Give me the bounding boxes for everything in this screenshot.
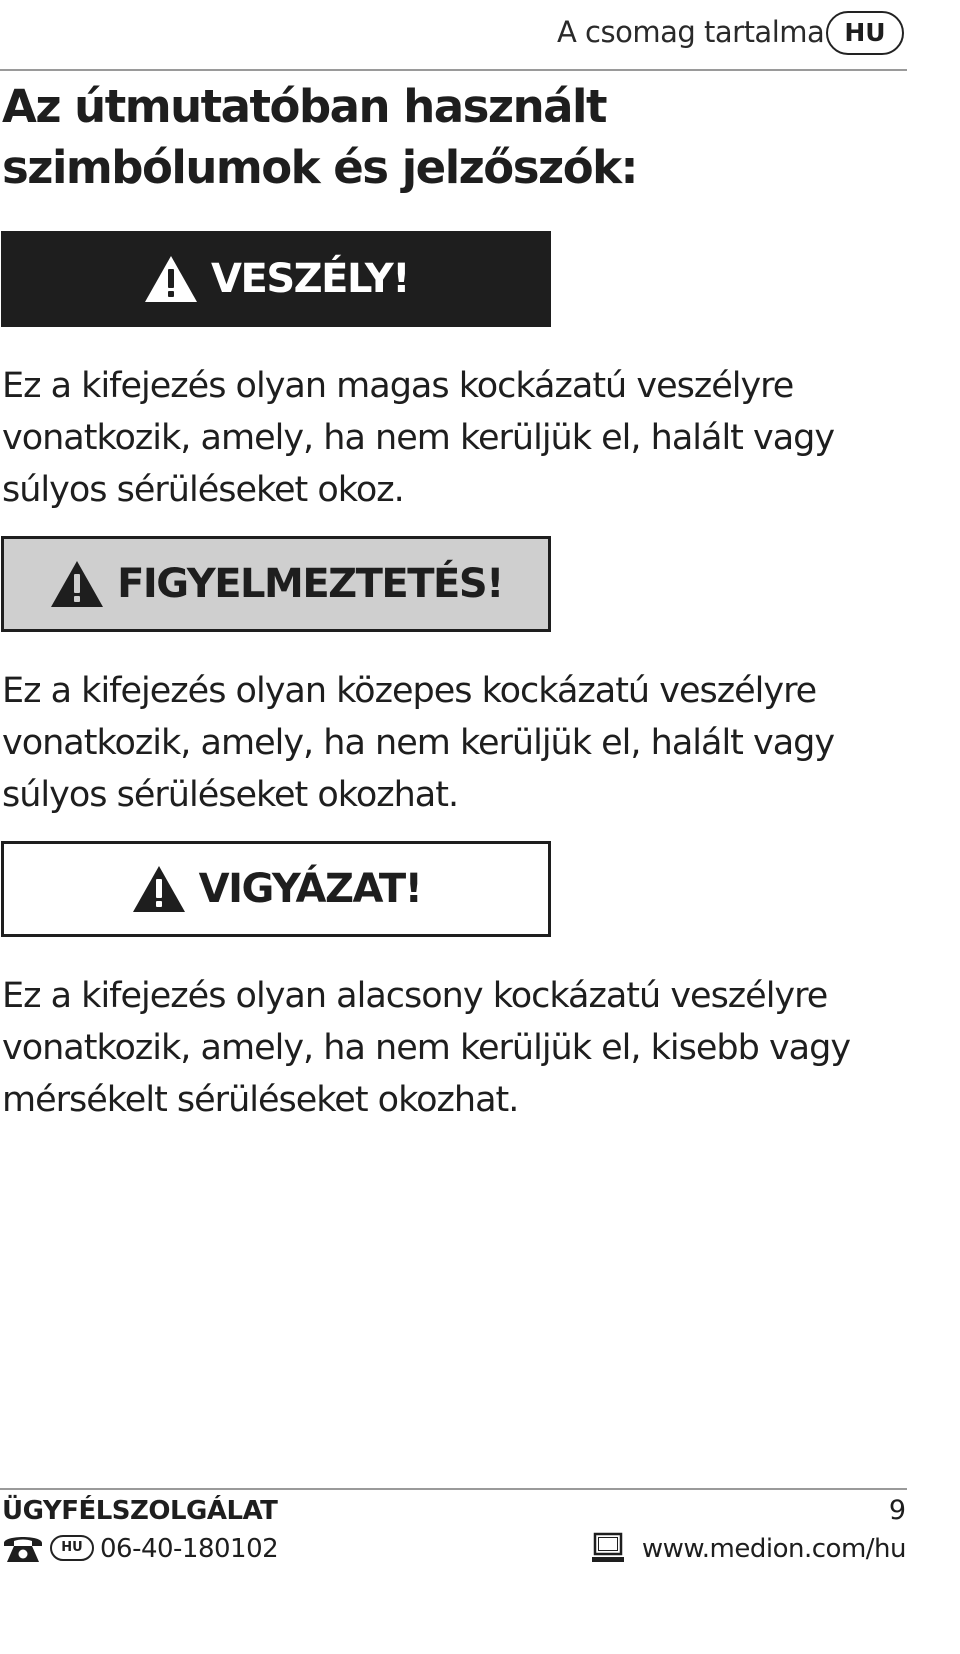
header-divider	[0, 69, 907, 71]
description-line: Ez a kifejezés olyan alacsony kockázatú veszélyre	[2, 976, 828, 1016]
page-number: 9	[888, 1495, 906, 1526]
description-caution	[2, 970, 850, 1126]
signal-word-danger: VESZÉLY!	[211, 256, 409, 302]
description-line: vonatkozik, amely, ha nem kerüljük el, halált vagy	[2, 418, 835, 458]
description-line: Ez a kifejezés olyan közepes kockázatú veszélyre	[2, 671, 817, 711]
laptop-icon	[590, 1531, 626, 1565]
description-danger	[2, 360, 834, 516]
description-line: súlyos sérüléseket okozhat.	[2, 775, 459, 815]
warning-triangle-icon	[143, 254, 199, 304]
website-url[interactable]: www.medion.com/hu	[641, 1534, 906, 1564]
footer-divider	[0, 1488, 907, 1490]
description-line: vonatkozik, amely, ha nem kerüljük el, kisebb vagy	[2, 1028, 851, 1068]
signal-box-warning	[1, 536, 551, 632]
warning-triangle-icon	[131, 864, 187, 914]
warning-triangle-icon	[49, 559, 105, 609]
signal-box-danger	[1, 231, 551, 327]
language-badge: HU	[826, 11, 904, 55]
description-line: Ez a kifejezés olyan magas kockázatú veszélyre	[2, 366, 794, 406]
page-title-line: szimbólumok és jelzőszók:	[2, 141, 638, 194]
page-title	[2, 76, 637, 198]
country-badge: HU	[50, 1535, 94, 1561]
header-section-title: A csomag tartalma	[557, 15, 825, 49]
description-line: súlyos sérüléseket okoz.	[2, 470, 404, 510]
page-title-line: Az útmutatóban használt	[2, 80, 606, 133]
signal-word-warning: FIGYELMEZTETÉS!	[117, 561, 503, 607]
footer-title: ÜGYFÉLSZOLGÁLAT	[2, 1496, 278, 1526]
signal-word-caution: VIGYÁZAT!	[198, 866, 422, 912]
telephone-icon	[2, 1532, 44, 1564]
signal-box-caution	[1, 841, 551, 937]
phone-number: 06-40-180102	[100, 1534, 279, 1564]
description-warning	[2, 665, 834, 821]
description-line: mérsékelt sérüléseket okozhat.	[2, 1080, 519, 1120]
description-line: vonatkozik, amely, ha nem kerüljük el, halált vagy	[2, 723, 835, 763]
